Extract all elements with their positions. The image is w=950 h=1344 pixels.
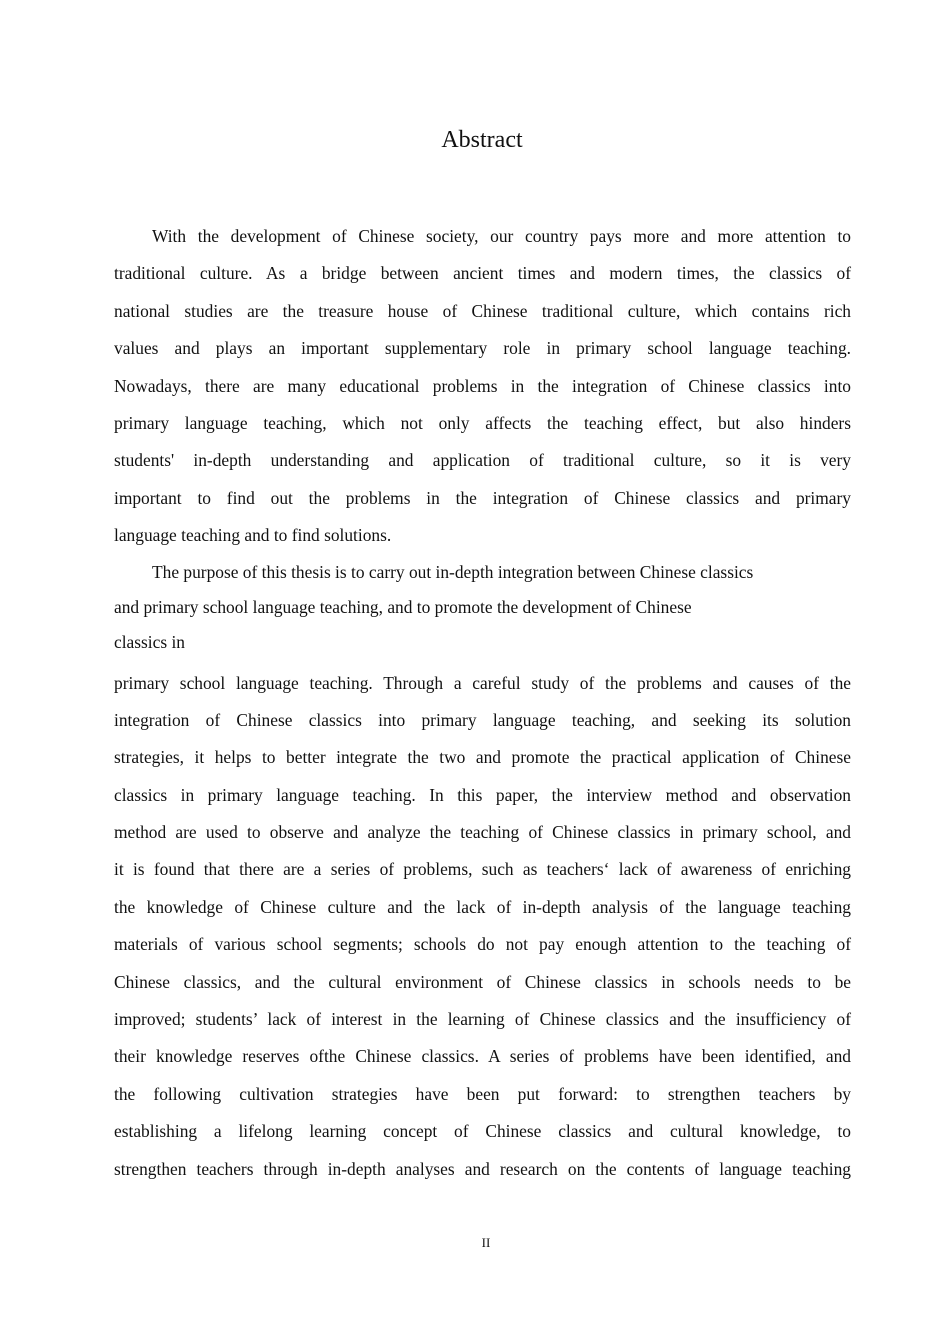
text-line: strategies, it helps to better integrate the two and promote the practical application of Chinese: [114, 747, 851, 768]
text-line: the following cultivation strategies have been put forward: to strengthen teachers by: [114, 1083, 851, 1104]
text-line: Chinese classics, and the cultural environment of Chinese classics in schools needs to be: [114, 971, 851, 992]
text-line: Nowadays, there are many educational problems in the integration of Chinese classics into: [114, 375, 851, 396]
text-line: classics in: [114, 631, 185, 652]
text-line: primary language teaching, which not only affects the teaching effect, but also hinders: [114, 412, 851, 433]
text-line: primary school language teaching. Through a careful study of the problems and causes of the: [114, 672, 851, 693]
paragraph-2: [114, 555, 851, 1188]
page-number: II: [481, 1235, 491, 1250]
text-line: national studies are the treasure house of Chinese traditional culture, which contains rich: [114, 300, 851, 321]
text-line: language teaching and to find solutions.: [114, 525, 392, 546]
text-line: establishing a lifelong learning concept of Chinese classics and cultural knowledge, to: [114, 1121, 851, 1142]
text-line: it is found that there are a series of problems, such as teachers‘ lack of awareness of enriching: [114, 859, 851, 880]
text-line: values and plays an important supplementary role in primary school language teaching.: [114, 338, 851, 359]
page-title: Abstract: [441, 127, 523, 153]
text-line: classics in primary language teaching. In this paper, the interview method and observation: [114, 784, 851, 805]
text-line: The purpose of this thesis is to carry out in-depth integration between Chinese classics: [152, 561, 754, 582]
text-line: important to find out the problems in the integration of Chinese classics and primary: [114, 487, 851, 508]
text-line: and primary school language teaching, and to promote the development of Chinese: [114, 596, 692, 617]
abstract-body: [114, 218, 851, 1188]
paragraph-1: [114, 218, 851, 555]
text-line: strengthen teachers through in-depth analyses and research on the contents of language teaching: [114, 1158, 851, 1179]
text-line: traditional culture. As a bridge between ancient times and modern times, the classics of: [114, 263, 851, 284]
text-line: materials of various school segments; schools do not pay enough attention to the teaching of: [114, 934, 851, 955]
text-line: the knowledge of Chinese culture and the lack of in-depth analysis of the language teaching: [114, 896, 851, 917]
text-line: improved; students’ lack of interest in the learning of Chinese classics and the insufficiency of: [114, 1009, 851, 1030]
text-line: With the development of Chinese society, our country pays more and more attention to: [152, 226, 851, 246]
text-line: integration of Chinese classics into primary language teaching, and seeking its solution: [114, 709, 851, 730]
text-line: students' in-depth understanding and application of traditional culture, so it is very: [114, 450, 851, 471]
text-line: their knowledge reserves ofthe Chinese classics. A series of problems have been identified, and: [114, 1046, 851, 1067]
text-line: method are used to observe and analyze the teaching of Chinese classics in primary school, and: [114, 822, 851, 843]
